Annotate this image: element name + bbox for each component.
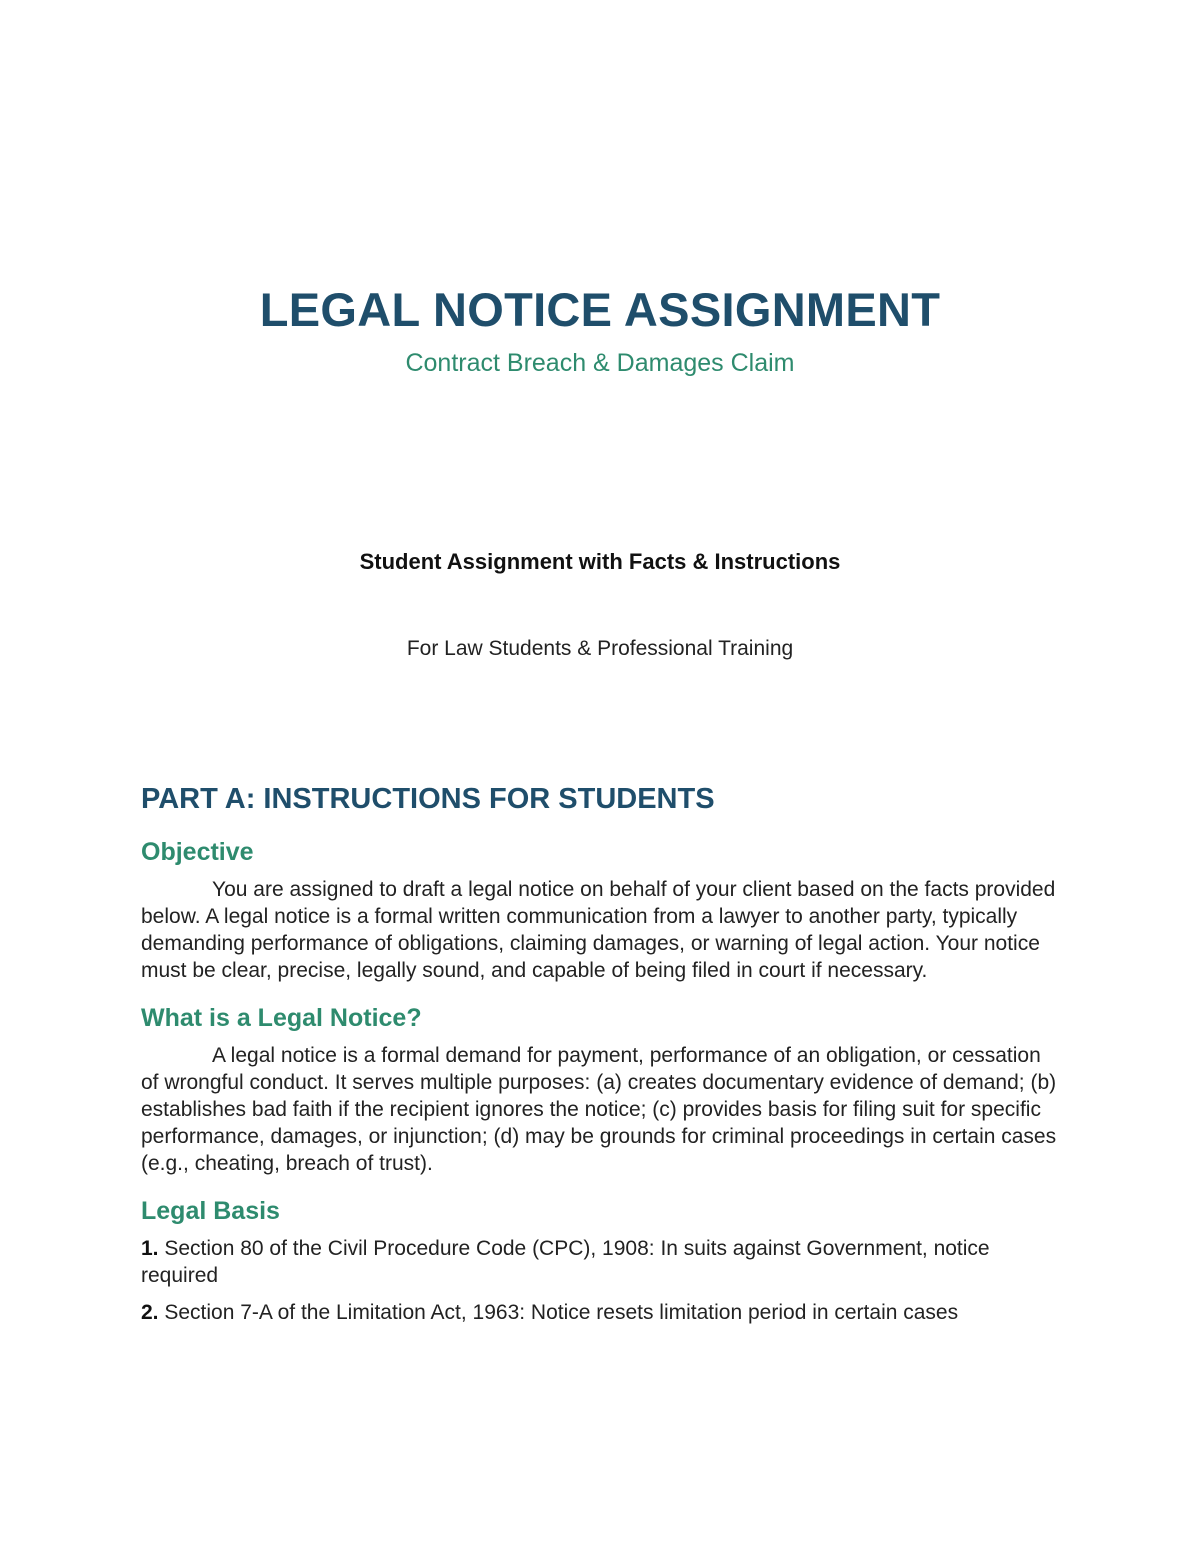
list-item-number: 2.	[141, 1301, 159, 1324]
list-item-text: Section 7-A of the Limitation Act, 1963: Notice resets limitation period in certain cases	[164, 1301, 959, 1324]
part-a-heading: PART A: INSTRUCTIONS FOR STUDENTS	[141, 783, 715, 815]
objective-heading: Objective	[141, 838, 254, 866]
part-a-section	[141, 780, 1061, 1336]
objective-paragraph: You are assigned to draft a legal notice on behalf of your client based on the facts provided below. A legal notice is a formal written communication from a lawyer to another party, typically demanding performance of obligations, claiming damages, or warning of legal action. Your notice must be clear, precise, legally sound, and capable of being filed in court if necessary.	[141, 878, 1056, 982]
legal-basis-item	[141, 1299, 1061, 1326]
audience-line: For Law Students & Professional Training	[406, 637, 794, 660]
list-item-text: Section 80 of the Civil Procedure Code (CPC), 1908: In suits against Government, notice required	[141, 1237, 990, 1287]
legal-basis-item	[141, 1235, 1061, 1289]
what-is-legal-notice-heading: What is a Legal Notice?	[141, 1004, 422, 1032]
what-is-legal-notice-paragraph: A legal notice is a formal demand for payment, performance of an obligation, or cessation of wrongful conduct. It serves multiple purposes: (a) creates documentary evidence of demand; (b) establishes bad faith if the recipient ignores the notice; (c) provides basis for filing suit for specific performance, damages, or injunction; (d) may be grounds for criminal proceedings in certain cases (e.g., cheating, breach of trust).	[141, 1044, 1057, 1175]
document-subtitle: Contract Breach & Damages Claim	[405, 349, 795, 377]
assignment-type-line: Student Assignment with Facts & Instructions	[359, 549, 841, 574]
legal-basis-heading: Legal Basis	[141, 1197, 280, 1225]
list-item-number: 1.	[141, 1237, 159, 1260]
document-title: LEGAL NOTICE ASSIGNMENT	[259, 283, 941, 336]
